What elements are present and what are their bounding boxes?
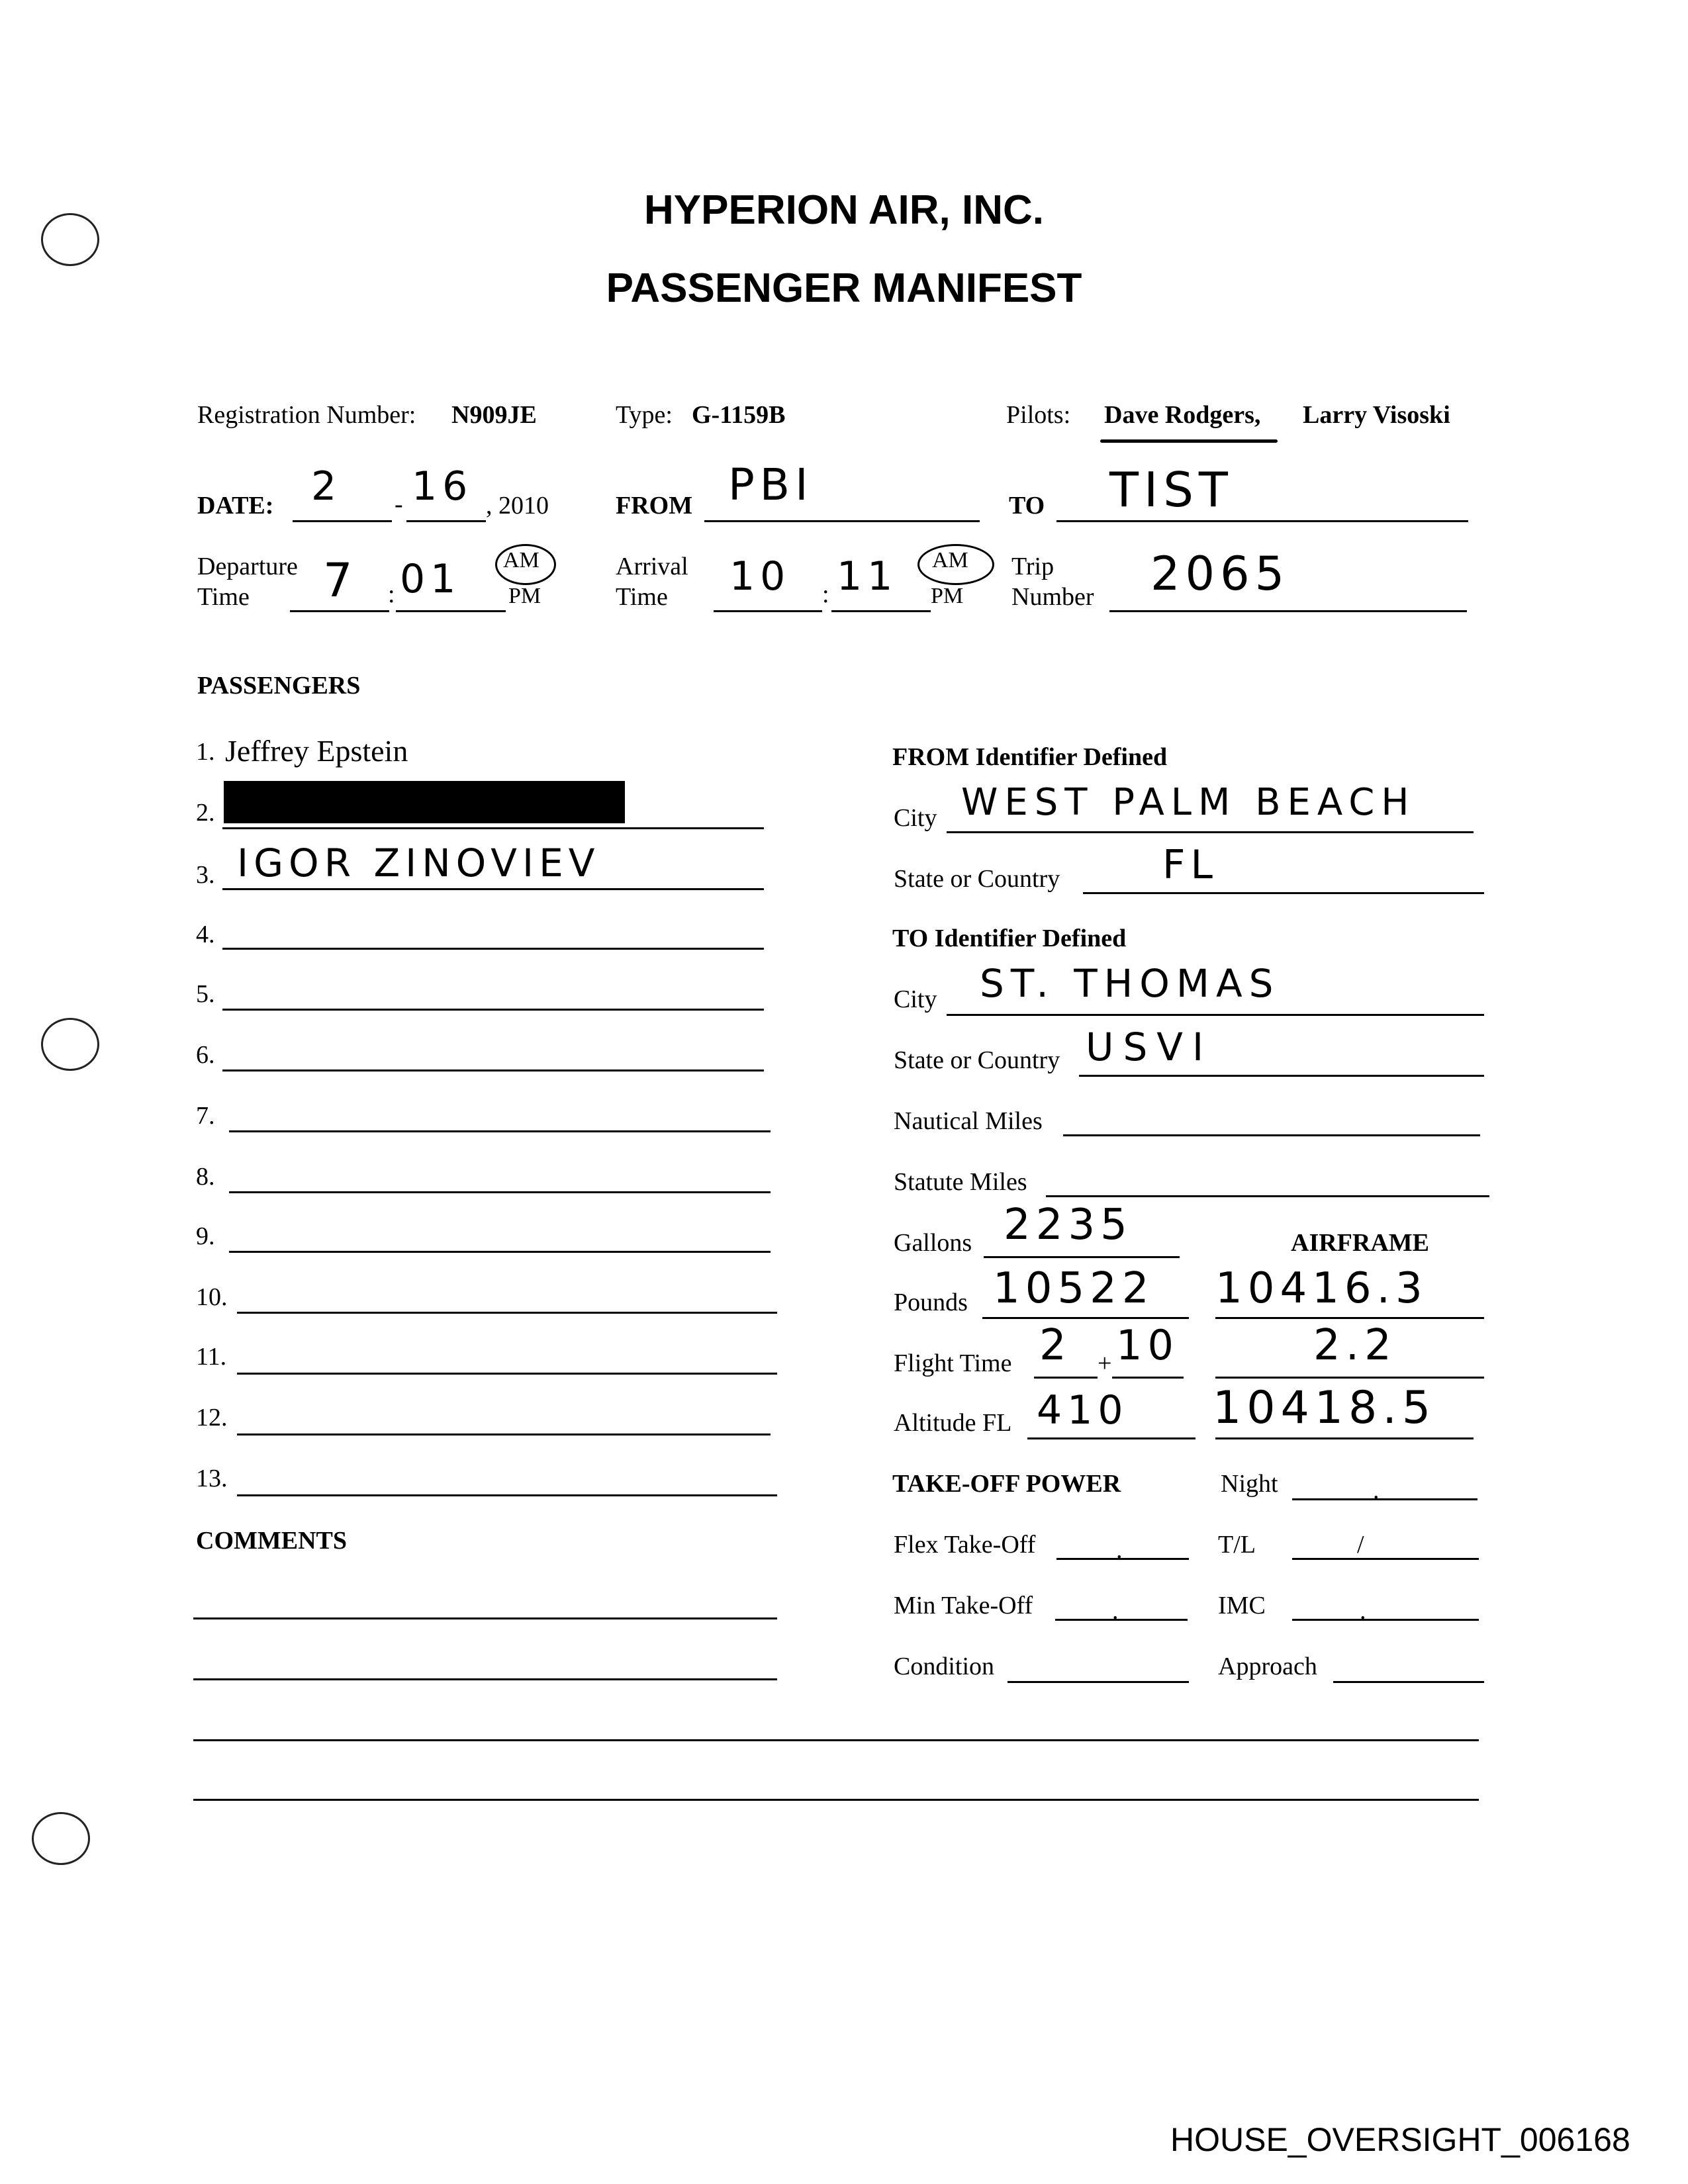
- pilot-2: Larry Visoski: [1303, 401, 1450, 429]
- passenger-9-num: 9.: [196, 1222, 215, 1250]
- pilots-label: Pilots:: [1006, 401, 1071, 429]
- departure-min: 01: [400, 556, 461, 602]
- passenger-10-num: 10.: [196, 1283, 228, 1311]
- flex-takeoff-sep: .: [1116, 1536, 1123, 1564]
- pounds-label: Pounds: [894, 1289, 968, 1316]
- passenger-11-line: [237, 1373, 777, 1375]
- registration-label: Registration Number:: [197, 401, 416, 429]
- night-line: [1292, 1498, 1477, 1500]
- passenger-13-line: [237, 1494, 777, 1496]
- passenger-13-num: 13.: [196, 1465, 228, 1492]
- passenger-1-num: 1.: [196, 738, 215, 766]
- passenger-8-num: 8.: [196, 1163, 215, 1191]
- flex-takeoff-label: Flex Take-Off: [894, 1531, 1036, 1559]
- imc-line: [1292, 1619, 1479, 1621]
- comments-line-3: [193, 1739, 1479, 1741]
- from-city-line: [947, 831, 1474, 833]
- passenger-12-num: 12.: [196, 1404, 228, 1432]
- to-label: TO: [1009, 492, 1045, 520]
- passenger-5-line: [222, 1009, 764, 1011]
- pounds-value: 10522: [993, 1264, 1154, 1313]
- gallons-label: Gallons: [894, 1229, 972, 1257]
- airframe-1-line: [1215, 1317, 1484, 1319]
- arrival-hour-line: [714, 610, 822, 612]
- statute-miles-label: Statute Miles: [894, 1168, 1027, 1196]
- takeoff-heading: TAKE-OFF POWER: [892, 1470, 1121, 1498]
- date-month-line: [293, 520, 392, 522]
- altitude-label: Altitude FL: [894, 1409, 1012, 1437]
- type-value: G-1159B: [692, 401, 786, 429]
- pilot-underline: [1100, 439, 1278, 443]
- flex-takeoff-line: [1056, 1558, 1189, 1560]
- departure-hour-line: [290, 610, 389, 612]
- passenger-5-num: 5.: [196, 980, 215, 1008]
- airframe-3-value: 10418.5: [1213, 1382, 1436, 1434]
- comments-line-1: [193, 1617, 777, 1619]
- flight-time-min-line: [1112, 1377, 1184, 1379]
- to-state-label: State or Country: [894, 1046, 1060, 1074]
- condition-line: [1008, 1681, 1189, 1683]
- tl-line: [1292, 1558, 1479, 1560]
- flight-time-label: Flight Time: [894, 1349, 1012, 1377]
- passenger-7-num: 7.: [196, 1102, 215, 1130]
- arrival-min: 11: [837, 553, 898, 600]
- to-line: [1056, 520, 1468, 522]
- comments-line-4: [193, 1799, 1479, 1801]
- date-month: 2: [311, 463, 342, 510]
- to-city-value: ST. THOMAS: [980, 961, 1280, 1006]
- passenger-11-num: 11.: [196, 1343, 227, 1371]
- arrival-min-line: [831, 610, 931, 612]
- departure-min-line: [396, 610, 506, 612]
- arrival-label-1: Arrival: [616, 553, 688, 580]
- flight-time-hours: 2: [1039, 1321, 1072, 1370]
- from-label: FROM: [616, 492, 693, 520]
- trip-value: 2065: [1150, 547, 1290, 601]
- passenger-3-name: IGOR ZINOVIEV: [237, 841, 600, 886]
- departure-hour: 7: [323, 553, 358, 608]
- passenger-2-line: [222, 827, 764, 829]
- approach-label: Approach: [1218, 1653, 1317, 1680]
- departure-label-1: Departure: [197, 553, 298, 580]
- statute-miles-line: [1046, 1195, 1489, 1197]
- date-day: 16: [412, 463, 473, 510]
- arrival-colon: :: [822, 580, 829, 608]
- date-day-line: [406, 520, 486, 522]
- nautical-miles-label: Nautical Miles: [894, 1107, 1043, 1135]
- comments-line-2: [193, 1678, 777, 1680]
- condition-label: Condition: [894, 1653, 995, 1680]
- passenger-8-line: [229, 1191, 771, 1193]
- registration-value: N909JE: [451, 401, 537, 429]
- passenger-9-line: [229, 1251, 771, 1253]
- pounds-line: [982, 1317, 1189, 1319]
- imc-label: IMC: [1218, 1592, 1266, 1619]
- departure-pm: PM: [508, 584, 541, 608]
- gallons-line: [984, 1256, 1180, 1258]
- nautical-miles-line: [1063, 1134, 1480, 1136]
- arrival-pm: PM: [931, 584, 964, 608]
- trip-label-1: Trip: [1011, 553, 1055, 580]
- from-state-value: FL: [1162, 842, 1218, 888]
- trip-label-2: Number: [1011, 583, 1094, 611]
- flight-time-sep: +: [1098, 1349, 1112, 1377]
- from-value: PBI: [728, 459, 814, 510]
- arrival-hour: 10: [729, 553, 791, 600]
- from-city-value: WEST PALM BEACH: [961, 781, 1416, 824]
- from-line: [704, 520, 980, 522]
- airframe-2-value: 2.2: [1313, 1321, 1397, 1370]
- flight-time-hours-line: [1034, 1377, 1098, 1379]
- airframe-label: AIRFRAME: [1291, 1229, 1429, 1257]
- min-takeoff-sep: .: [1112, 1597, 1119, 1625]
- date-year: , 2010: [486, 492, 549, 520]
- bates-number: HOUSE_OVERSIGHT_006168: [1170, 2121, 1630, 2158]
- binder-hole-bottom: [32, 1812, 90, 1865]
- passenger-12-line: [237, 1433, 771, 1435]
- airframe-3-line: [1215, 1437, 1474, 1439]
- passenger-2-redaction: [224, 781, 625, 823]
- passenger-2-num: 2.: [196, 799, 215, 827]
- passenger-4-num: 4.: [196, 921, 215, 948]
- departure-am: AM: [503, 548, 539, 572]
- to-city-label: City: [894, 985, 937, 1013]
- departure-label-2: Time: [197, 583, 250, 611]
- passenger-4-line: [222, 948, 764, 950]
- passenger-7-line: [229, 1130, 771, 1132]
- altitude-line: [1027, 1437, 1196, 1439]
- gallons-value: 2235: [1004, 1201, 1133, 1250]
- to-state-line: [1079, 1075, 1484, 1077]
- to-identifier-heading: TO Identifier Defined: [892, 925, 1127, 952]
- comments-heading: COMMENTS: [196, 1527, 347, 1555]
- departure-colon: :: [388, 580, 395, 608]
- airframe-1-value: 10416.3: [1215, 1264, 1428, 1313]
- arrival-label-2: Time: [616, 583, 668, 611]
- trip-line: [1109, 610, 1467, 612]
- from-state-label: State or Country: [894, 865, 1060, 893]
- night-sep: .: [1373, 1477, 1380, 1504]
- airframe-2-line: [1215, 1377, 1484, 1379]
- binder-hole-middle: [41, 1018, 99, 1071]
- date-label: DATE:: [197, 492, 274, 520]
- form-title: PASSENGER MANIFEST: [606, 265, 1082, 311]
- tl-sep: /: [1357, 1531, 1364, 1559]
- tl-label: T/L: [1218, 1531, 1256, 1559]
- pilot-1: Dave Rodgers,: [1104, 401, 1261, 429]
- type-label: Type:: [616, 401, 673, 429]
- passenger-6-line: [222, 1069, 764, 1071]
- from-city-label: City: [894, 804, 937, 832]
- approach-line: [1333, 1681, 1484, 1683]
- passenger-10-line: [237, 1312, 777, 1314]
- altitude-value: 410: [1037, 1387, 1129, 1433]
- min-takeoff-label: Min Take-Off: [894, 1592, 1033, 1619]
- imc-sep: .: [1360, 1597, 1366, 1625]
- from-identifier-heading: FROM Identifier Defined: [892, 743, 1168, 771]
- to-value: TIST: [1109, 462, 1233, 518]
- to-city-line: [947, 1014, 1484, 1016]
- night-label: Night: [1221, 1470, 1278, 1498]
- passengers-heading: PASSENGERS: [197, 672, 361, 700]
- passenger-3-num: 3.: [196, 861, 215, 889]
- passenger-1-name: Jeffrey Epstein: [225, 734, 408, 768]
- to-state-value: USVI: [1086, 1024, 1213, 1069]
- arrival-am: AM: [932, 548, 968, 572]
- passenger-6-num: 6.: [196, 1041, 215, 1069]
- flight-time-min: 10: [1116, 1321, 1179, 1369]
- company-title: HYPERION AIR, INC.: [644, 187, 1044, 233]
- min-takeoff-line: [1055, 1619, 1188, 1621]
- passenger-3-line: [222, 888, 764, 890]
- date-separator: -: [395, 490, 403, 518]
- from-state-line: [1083, 892, 1484, 894]
